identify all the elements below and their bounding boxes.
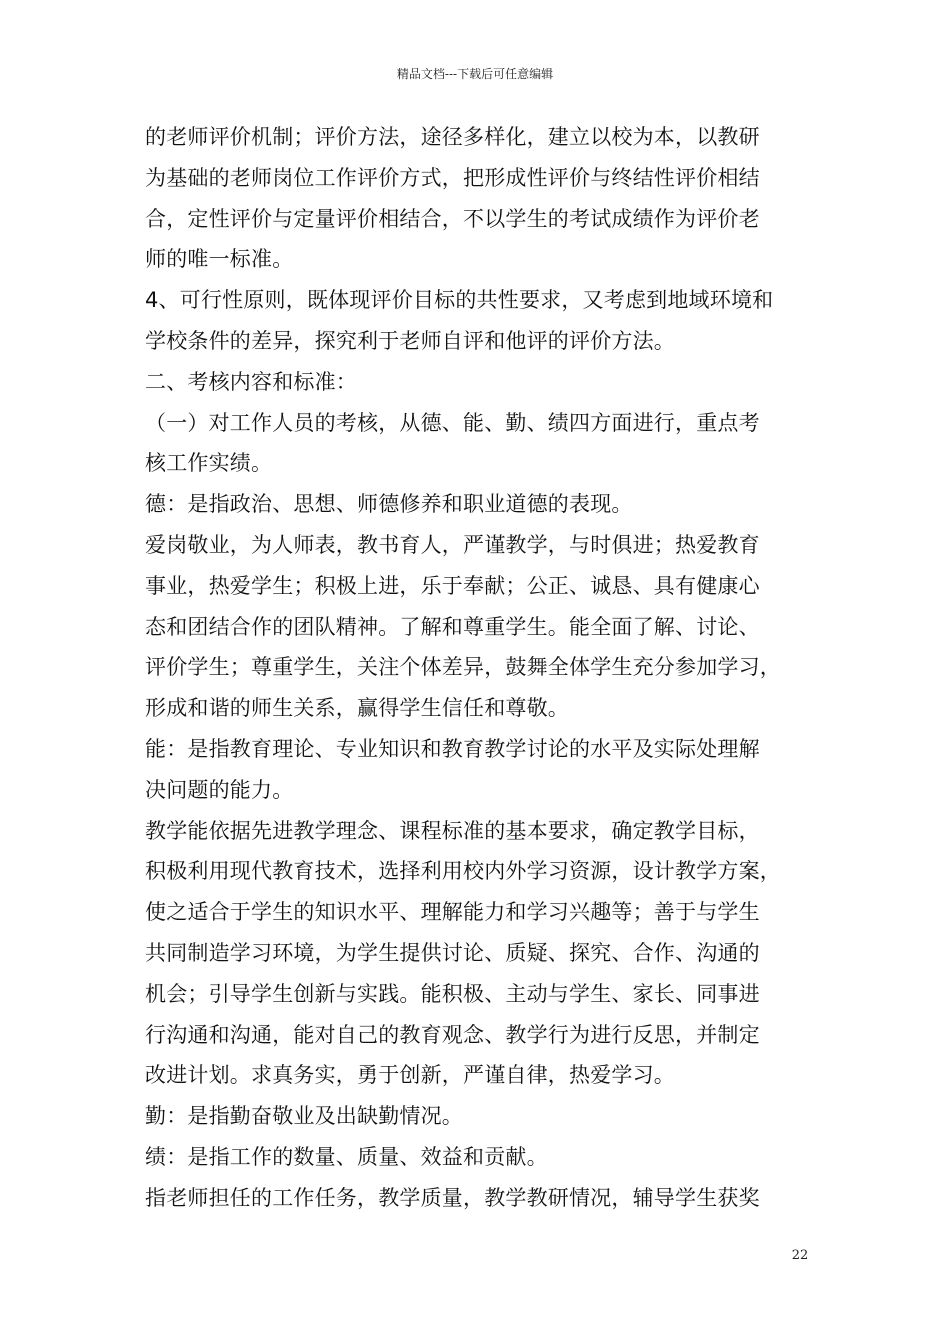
- page-header: 精品文档---下载后可任意编辑: [396, 67, 554, 81]
- text-line: 爱岗敬业，为人师表，教书育人，严谨教学，与时俱进；热爱教育: [145, 532, 760, 557]
- text-line: 使之适合于学生的知识水平、理解能力和学习兴趣等；善于与学生: [145, 900, 760, 925]
- text-line: 学校条件的差异，探究利于老师自评和他评的评价方法。: [145, 328, 675, 353]
- text-line: 德：是指政治、思想、师德修养和职业道德的表现。: [145, 492, 633, 517]
- text-line: 能：是指教育理论、专业知识和教育教学讨论的水平及实际处理解: [145, 736, 760, 761]
- text-line: 行沟通和沟通，能对自己的教育观念、教学行为进行反思，并制定: [145, 1022, 760, 1047]
- text-line: 教学能依据先进教学理念、课程标准的基本要求，确定教学目标，: [145, 818, 760, 843]
- text-line: 事业，热爱学生；积极上进，乐于奉献；公正、诚恳、具有健康心: [145, 573, 760, 598]
- text-line: 的老师评价机制；评价方法，途径多样化，建立以校为本，以教研: [145, 125, 760, 149]
- text-line: 决问题的能力。: [145, 777, 294, 802]
- text-line: 共同制造学习环境，为学生提供讨论、质疑、探究、合作、沟通的: [145, 940, 760, 965]
- text-line: 评价学生；尊重学生，关注个体差异，鼓舞全体学生充分参加学习，: [145, 655, 781, 680]
- text-line: 合，定性评价与定量评价相结合，不以学生的考试成绩作为评价老: [145, 206, 760, 231]
- text-line: 指老师担任的工作任务，教学质量，教学教研情况，辅导学生获奖: [145, 1185, 760, 1210]
- text-line: 改进计划。求真务实，勇于创新，严谨自律，热爱学习。: [145, 1063, 675, 1088]
- text-line: 积极利用现代教育技术，选择利用校内外学习资源，设计教学方案，: [145, 859, 781, 884]
- text-line: 勤：是指勤奋敬业及出缺勤情况。: [145, 1104, 463, 1129]
- text-line: 师的唯一标准。: [145, 247, 294, 272]
- section-heading: 二、考核内容和标准：: [145, 369, 357, 394]
- text-line: 4、可行性原则，既体现评价目标的共性要求，又考虑到地域环境和: [145, 288, 774, 313]
- text-line: （一）对工作人员的考核，从德、能、勤、绩四方面进行，重点考: [145, 410, 760, 435]
- text-line: 形成和谐的师生关系，赢得学生信任和尊敬。: [145, 696, 569, 721]
- text-line: 态和团结合作的团队精神。了解和尊重学生。能全面了解、讨论、: [145, 614, 760, 639]
- page-number: 22: [791, 1248, 809, 1263]
- text-line: 为基础的老师岗位工作评价方式，把形成性评价与终结性评价相结: [145, 165, 760, 190]
- text-line: 核工作实绩。: [145, 451, 273, 476]
- text-line: 绩：是指工作的数量、质量、效益和贡献。: [145, 1144, 548, 1169]
- text-line: 机会；引导学生创新与实践。能积极、主动与学生、家长、同事进: [145, 981, 760, 1006]
- document-body: [145, 117, 835, 1219]
